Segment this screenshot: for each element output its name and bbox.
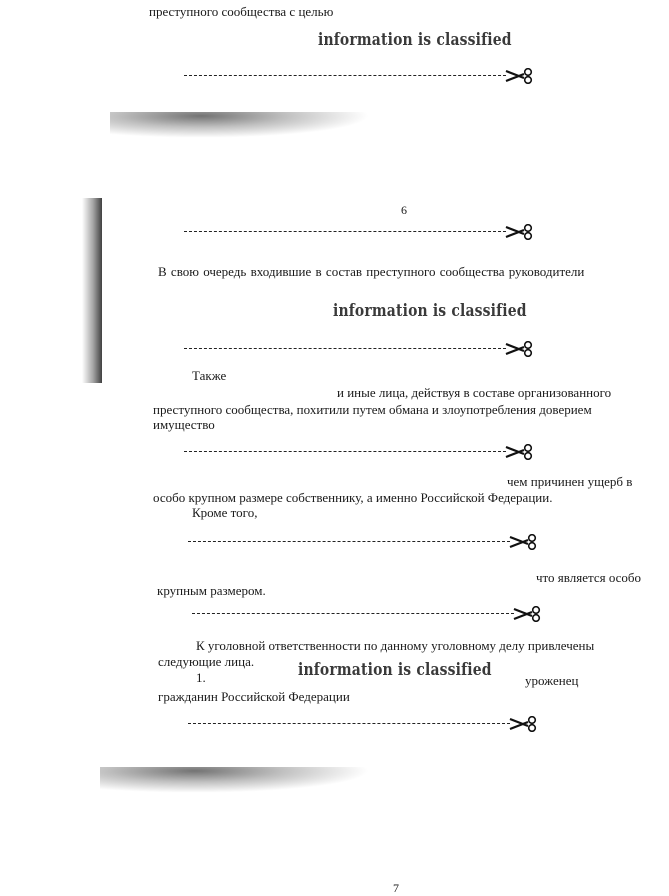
cut-line (184, 341, 540, 357)
cut-line (184, 444, 540, 460)
paragraph-text: что является особо (536, 570, 642, 585)
paragraph-text: Кроме того, (192, 505, 258, 520)
scissors-icon (504, 68, 534, 84)
paragraph-text: крупным размером. (157, 583, 266, 598)
scissors-icon (504, 444, 534, 460)
scissors-icon (504, 341, 534, 357)
cut-line (192, 606, 548, 622)
cut-line (188, 716, 544, 732)
paragraph-text: чем причинен ущерб в (507, 474, 633, 489)
scissors-icon (512, 606, 542, 622)
page1-text-line: преступного сообщества с целью (149, 4, 334, 19)
paragraph-text: гражданин Российской Федерации (158, 689, 350, 704)
page-number: 6 (401, 203, 407, 217)
classified-stamp: information is classified (333, 301, 527, 321)
paragraph-text: преступного сообщества, похитили путем обмана и злоупотребления доверием (153, 402, 592, 417)
page-shadow (100, 767, 370, 793)
classified-stamp: information is classified (318, 30, 512, 50)
paragraph-text: следующие лица. (158, 654, 255, 669)
paragraph-text: имущество (153, 417, 215, 432)
paragraph-text: Также (192, 368, 227, 383)
paragraph-text: уроженец (525, 673, 579, 688)
list-item-number: 1. (196, 670, 206, 685)
paragraph-text: особо крупном размере собственнику, а именно Российской Федерации. (153, 490, 553, 505)
scissors-icon (508, 534, 538, 550)
page-shadow (110, 112, 370, 138)
classified-stamp: information is classified (298, 660, 492, 680)
cut-line (184, 224, 540, 240)
paragraph-text: В свою очередь входившие в состав преступного сообщества руководители (158, 264, 585, 279)
page-number: 7 (393, 881, 399, 895)
cut-line (188, 534, 544, 550)
scissors-icon (508, 716, 538, 732)
cut-line (184, 68, 540, 84)
paragraph-text: и иные лица, действуя в составе организованного (337, 385, 612, 400)
scissors-icon (504, 224, 534, 240)
paragraph-text: К уголовной ответственности по данному уголовному делу привлечены (196, 638, 595, 653)
page-edge-shadow (82, 198, 102, 383)
